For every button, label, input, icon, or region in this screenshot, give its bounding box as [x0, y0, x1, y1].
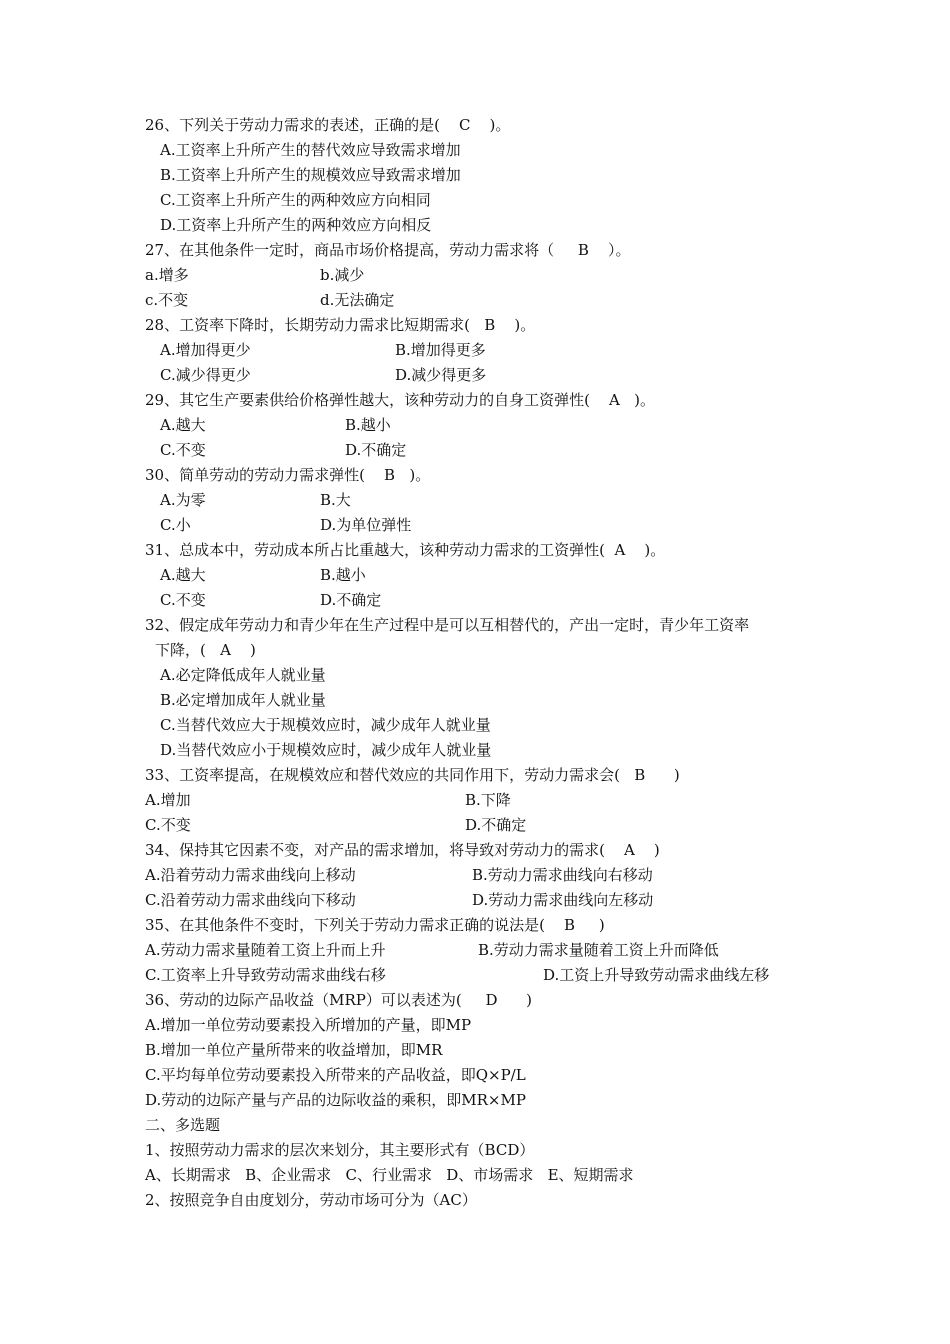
- text-segment: A.为零: [160, 491, 206, 509]
- text-segment: A.增加: [145, 791, 191, 809]
- text-line: [0, 438, 950, 463]
- text-segment: A.工资率上升所产生的替代效应导致需求增加: [160, 141, 461, 159]
- text-segment: D.不确定: [465, 816, 527, 834]
- text-segment: 34、保持其它因素不变，对产品的需求增加，将导致对劳动力的需求( A ): [145, 841, 660, 859]
- text-segment: B.越小: [320, 566, 366, 584]
- text-segment: 30、简单劳动的劳动力需求弹性( B )。: [145, 466, 431, 484]
- text-line: [0, 763, 950, 788]
- text-line: [0, 538, 950, 563]
- text-line: [0, 788, 950, 813]
- text-line: [0, 588, 950, 613]
- text-segment: D.不确定: [320, 591, 382, 609]
- text-segment: C.工资率上升导致劳动需求曲线右移: [145, 966, 386, 984]
- text-segment: B.越小: [345, 416, 391, 434]
- text-line: [0, 413, 950, 438]
- text-line: [0, 113, 950, 138]
- text-segment: 35、在其他条件不变时，下列关于劳动力需求正确的说法是( B ): [145, 916, 605, 934]
- text-line: [0, 863, 950, 888]
- text-segment: A.沿着劳动力需求曲线向上移动: [145, 866, 356, 884]
- text-line: [0, 813, 950, 838]
- text-segment: B.增加得更多: [395, 341, 486, 359]
- text-line: [0, 138, 950, 163]
- text-segment: B.工资率上升所产生的规模效应导致需求增加: [160, 166, 461, 184]
- text-segment: b.减少: [320, 266, 365, 284]
- text-line: [0, 613, 950, 638]
- text-segment: 27、在其他条件一定时，商品市场价格提高，劳动力需求将（ B ）。: [145, 241, 631, 259]
- text-segment: B.增加一单位产量所带来的收益增加，即MR: [145, 1041, 443, 1059]
- text-segment: A.越大: [160, 416, 206, 434]
- text-segment: B.大: [320, 491, 351, 509]
- text-segment: D.工资上升导致劳动需求曲线左移: [543, 966, 770, 984]
- text-segment: B.必定增加成年人就业量: [160, 691, 326, 709]
- text-segment: C.沿着劳动力需求曲线向下移动: [145, 891, 356, 909]
- text-line: [0, 738, 950, 763]
- text-line: [0, 988, 950, 1013]
- text-segment: B.劳动力需求量随着工资上升而降低: [478, 941, 719, 959]
- text-segment: C.不变: [160, 591, 206, 609]
- text-line: [0, 663, 950, 688]
- text-line: [0, 1113, 950, 1138]
- text-segment: C.工资率上升所产生的两种效应方向相同: [160, 191, 431, 209]
- text-segment: 1、按照劳动力需求的层次来划分，其主要形式有（BCD）: [145, 1141, 535, 1159]
- text-segment: C.平均每单位劳动要素投入所带来的产品收益，即Q×P/L: [145, 1066, 526, 1084]
- text-line: [0, 688, 950, 713]
- text-line: [0, 238, 950, 263]
- text-line: [0, 913, 950, 938]
- text-line: [0, 963, 950, 988]
- text-line: [0, 213, 950, 238]
- text-segment: B.劳动力需求曲线向右移动: [472, 866, 653, 884]
- text-segment: D.当替代效应小于规模效应时，减少成年人就业量: [160, 741, 492, 759]
- text-segment: A.劳动力需求量随着工资上升而上升: [145, 941, 386, 959]
- text-segment: C.减少得更少: [160, 366, 251, 384]
- text-line: [0, 938, 950, 963]
- text-segment: A.必定降低成年人就业量: [160, 666, 326, 684]
- text-line: [0, 713, 950, 738]
- text-line: [0, 388, 950, 413]
- text-segment: 二、多选题: [145, 1116, 221, 1134]
- text-line: [0, 1188, 950, 1213]
- text-line: [0, 363, 950, 388]
- text-line: [0, 1063, 950, 1088]
- text-segment: 26、下列关于劳动力需求的表述，正确的是( C )。: [145, 116, 511, 134]
- text-line: [0, 1013, 950, 1038]
- text-line: [0, 513, 950, 538]
- text-segment: D.工资率上升所产生的两种效应方向相反: [160, 216, 432, 234]
- text-segment: A.增加一单位劳动要素投入所增加的产量，即MP: [145, 1016, 472, 1034]
- text-segment: D.不确定: [345, 441, 407, 459]
- text-segment: C.当替代效应大于规模效应时，减少成年人就业量: [160, 716, 491, 734]
- text-segment: A、长期需求 B、企业需求 C、行业需求 D、市场需求 E、短期需求: [145, 1166, 634, 1184]
- text-segment: D.劳动力需求曲线向左移动: [472, 891, 654, 909]
- text-segment: 32、假定成年劳动力和青少年在生产过程中是可以互相替代的，产出一定时，青少年工资率: [145, 616, 750, 634]
- text-line: [0, 1088, 950, 1113]
- text-segment: c.不变: [145, 291, 189, 309]
- text-line: [0, 638, 950, 663]
- text-segment: a.增多: [145, 266, 189, 284]
- text-line: [0, 888, 950, 913]
- text-segment: A.越大: [160, 566, 206, 584]
- text-segment: 28、工资率下降时，长期劳动力需求比短期需求( B )。: [145, 316, 536, 334]
- text-segment: 2、按照竞争自由度划分，劳动市场可分为（AC）: [145, 1191, 477, 1209]
- text-line: [0, 338, 950, 363]
- text-line: [0, 1138, 950, 1163]
- text-segment: D.减少得更多: [395, 366, 487, 384]
- text-line: [0, 188, 950, 213]
- text-line: [0, 463, 950, 488]
- text-line: [0, 263, 950, 288]
- text-line: [0, 838, 950, 863]
- text-segment: 36、劳动的边际产品收益（MRP）可以表述为( D ): [145, 991, 533, 1009]
- text-line: [0, 163, 950, 188]
- text-line: [0, 488, 950, 513]
- text-segment: d.无法确定: [320, 291, 395, 309]
- text-segment: C.小: [160, 516, 191, 534]
- text-segment: C.不变: [145, 816, 191, 834]
- text-segment: D.为单位弹性: [320, 516, 412, 534]
- text-line: [0, 288, 950, 313]
- text-segment: 29、其它生产要素供给价格弹性越大，该种劳动力的自身工资弹性( A )。: [145, 391, 656, 409]
- text-line: [0, 563, 950, 588]
- text-line: [0, 1038, 950, 1063]
- text-segment: A.增加得更少: [160, 341, 251, 359]
- text-segment: C.不变: [160, 441, 206, 459]
- text-segment: 31、总成本中，劳动成本所占比重越大，该种劳动力需求的工资弹性( A )。: [145, 541, 666, 559]
- text-line: [0, 313, 950, 338]
- text-line: [0, 1163, 950, 1188]
- text-segment: 33、工资率提高，在规模效应和替代效应的共同作用下，劳动力需求会( B ): [145, 766, 680, 784]
- text-segment: B.下降: [465, 791, 511, 809]
- text-segment: 下降，( A ): [155, 641, 256, 659]
- text-segment: D.劳动的边际产量与产品的边际收益的乘积，即MR×MP: [145, 1091, 526, 1109]
